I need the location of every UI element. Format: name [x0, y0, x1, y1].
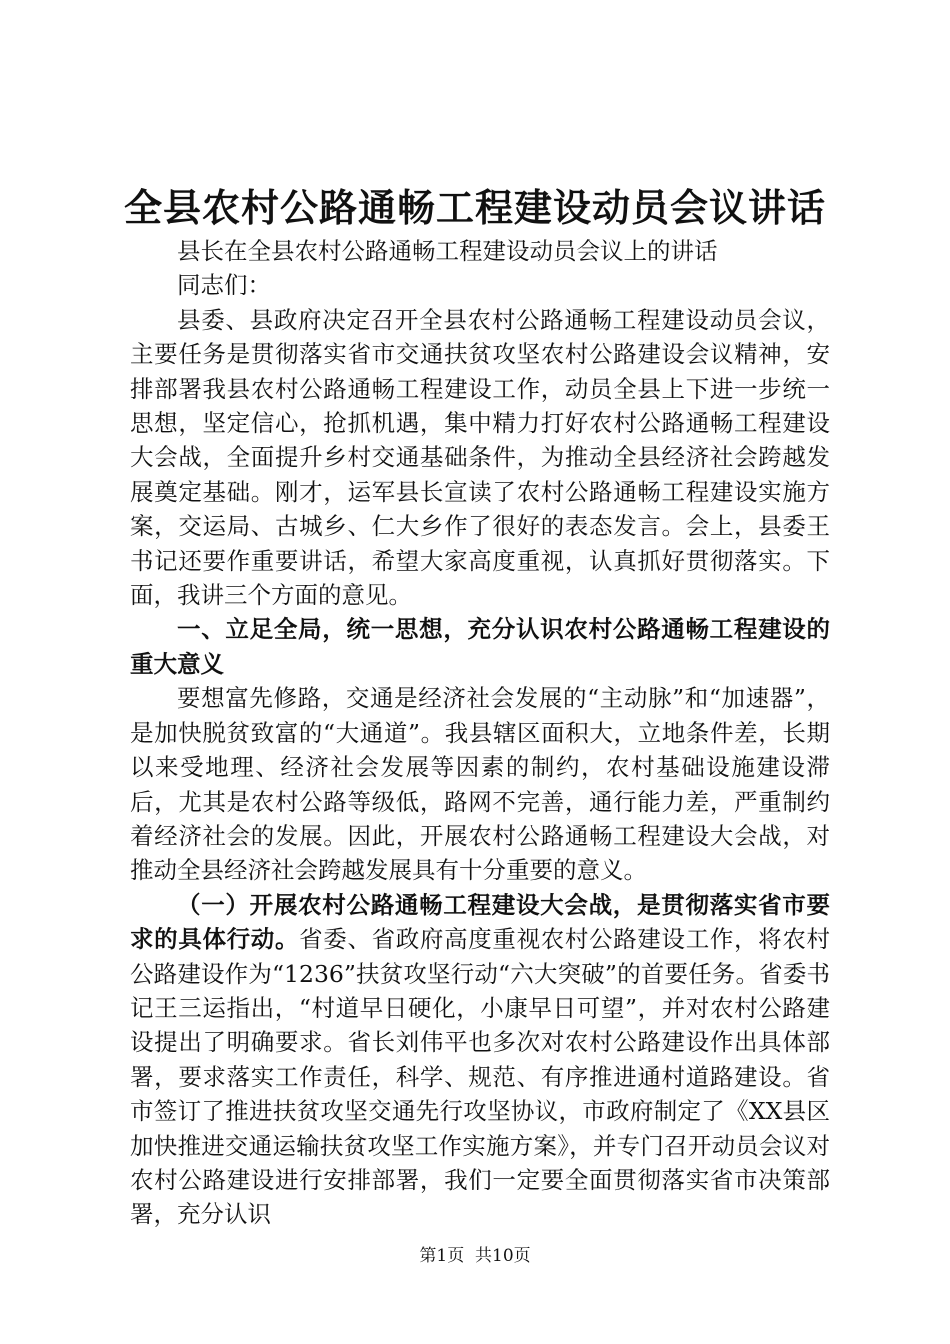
salutation: 同志们： — [177, 271, 271, 300]
footer-page-suffix: 页 — [513, 1246, 531, 1266]
subtitle: 县长在全县农村公路通畅工程建设动员会议上的讲话 — [177, 237, 718, 265]
paragraph-subsection-1 — [130, 888, 830, 1232]
paragraph-intro: 县委、县政府决定召开全县农村公路通畅工程建设动员会议，主要任务是贯彻落实省市交通扶贫攻坚农村公路建设会议精神，安排部署我县农村公路通畅工程建设工作，动员全县上下进一步统一思想，坚定信心，抢抓机遇，集中精力打好农村公路通畅工程建设大会战，全面提升乡村交通基础条件，为推动全县经济社会跨越发展奠定基础。刚才，运军县长宣读了农村公路通畅工程建设实施方案，交运局、古城乡、仁大乡作了很好的表态发言。会上，县委王书记还要作重要讲话，希望大家高度重视，认真抓好贯彻落实。下面，我讲三个方面的意见。 — [130, 305, 830, 610]
document-body — [130, 234, 830, 1232]
footer-page-total: 10 — [492, 1246, 514, 1266]
paragraph-significance: 要想富先修路，交通是经济社会发展的“主动脉”和“加速器”，是加快脱贫致富的“大通道”。我县辖区面积大，立地条件差，长期以来受地理、经济社会发展等因素的制约，农村基础设施建设滞后，尤其是农村公路等级低，路网不完善，通行能力差，严重制约着经济社会的发展。因此，开展农村公路通畅工程建设大会战，对推动全县经济社会跨越发展具有十分重要的意义。 — [130, 684, 830, 885]
page-footer — [0, 1244, 950, 1268]
footer-page-current: 1 — [436, 1246, 448, 1266]
footer-page-mid: 页 共 — [447, 1246, 492, 1266]
section-heading-1: 一、立足全局，统一思想，充分认识农村公路通畅工程建设的重大意义 — [130, 615, 830, 678]
subsection-lead-1: （一）开展农村公路通畅工程建设大会战，是贯彻落实省市要求的具体行动。 — [130, 890, 830, 954]
footer-page-prefix: 第 — [419, 1246, 437, 1266]
document-title: 全县农村公路通畅工程建设动员会议讲话 — [123, 186, 826, 230]
subsection-body-1: 省委、省政府高度重视农村公路建设工作，将农村公路建设作为“1236”扶贫攻坚行动“六大突破”的首要任务。省委书记王三运指出，“村道早日硬化，小康早日可望”，并对农村公路建设提出了明确要求。省长刘伟平也多次对农村公路建设作出具体部署，要求落实工作责任，科学、规范、有序推进通村道路建设。省市签订了推进扶贫攻坚交通先行攻坚协议，市政府制定了《XX县区加快推进交通运输扶贫攻坚工作实施方案》，并专门召开动员会议对农村公路建设进行安排部署，我们一定要全面贯彻落实省市决策部署，充分认识 — [130, 925, 830, 1229]
